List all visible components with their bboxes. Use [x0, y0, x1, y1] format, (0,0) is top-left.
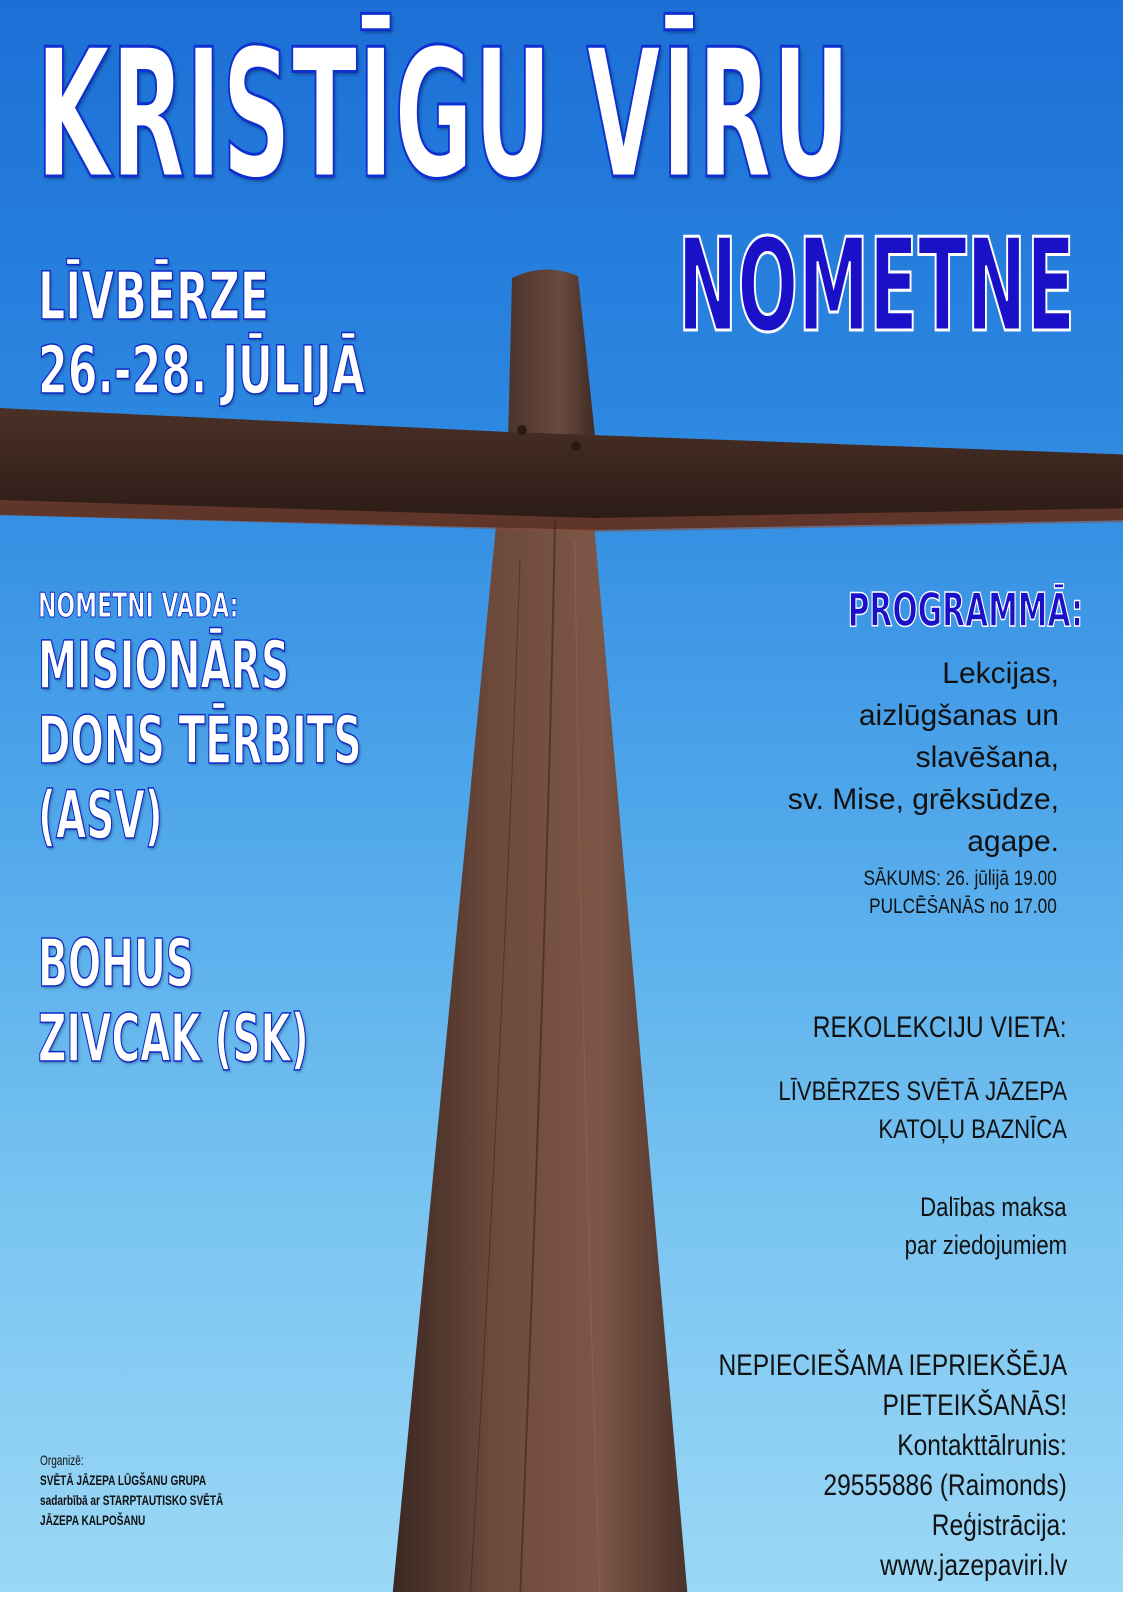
leader-line: (ASV) — [38, 777, 163, 854]
leader-line: BOHUS — [38, 925, 195, 1002]
venue-label: REKOLEKCIJU VIETA: — [813, 1011, 1067, 1044]
bottom-border — [0, 1592, 1137, 1600]
registration-label: Reģistrācija: — [931, 1509, 1067, 1542]
event-location: LĪVBĒRZE — [38, 258, 270, 335]
fee-line: par ziedojumiem — [904, 1230, 1067, 1260]
organizer-label: Organizē: — [40, 1452, 84, 1468]
organizer-line: SVĒTĀ JĀZEPA LŪGŠANU GRUPA — [40, 1472, 207, 1488]
venue-line: KATOĻU BAZNĪCA — [878, 1114, 1067, 1144]
leader-line: ZIVCAK (SK) — [38, 1000, 309, 1077]
program-line: aizlūgšanas un — [858, 699, 1059, 732]
website-link[interactable]: www.jazepaviri.lv — [879, 1549, 1067, 1582]
program-line: sv. Mise, grēksūdze, — [787, 783, 1059, 816]
poster-subtitle: NOMETNE — [677, 212, 1075, 361]
right-border — [1123, 0, 1137, 1600]
program-line: agape. — [967, 825, 1059, 858]
program-gathering: PULCĒŠANĀS no 17.00 — [869, 895, 1057, 918]
event-dates: 26.-28. JŪLIJĀ — [38, 332, 365, 409]
poster-title: KRISTĪGU VĪRU — [36, 11, 851, 218]
contact-phone[interactable]: 29555886 (Raimonds) — [823, 1469, 1067, 1502]
leader-line: DONS TĒRBITS — [38, 702, 362, 779]
registration-notice: PIETEIKŠANĀS! — [882, 1389, 1067, 1422]
organizer-line: sadarbībā ar STARPTAUTISKO SVĒTĀ — [40, 1492, 224, 1508]
program-line: slavēšana, — [915, 741, 1059, 774]
venue-line: LĪVBĒRZES SVĒTĀ JĀZEPA — [778, 1076, 1067, 1106]
contact-label: Kontakttālrunis: — [897, 1429, 1067, 1462]
leaders-label: NOMETNI VADA: — [38, 586, 239, 626]
registration-notice: NEPIECIEŠAMA IEPRIEKŠĒJA — [718, 1349, 1067, 1382]
program-line: Lekcijas, — [942, 657, 1059, 690]
organizer-line: JĀZEPA KALPOŠANU — [40, 1512, 146, 1528]
program-start: SĀKUMS: 26. jūlijā 19.00 — [863, 867, 1057, 890]
leader-line: MISIONĀRS — [38, 627, 290, 704]
fee-line: Dalības maksa — [920, 1192, 1067, 1222]
program-label: PROGRAMMĀ: — [847, 583, 1083, 637]
